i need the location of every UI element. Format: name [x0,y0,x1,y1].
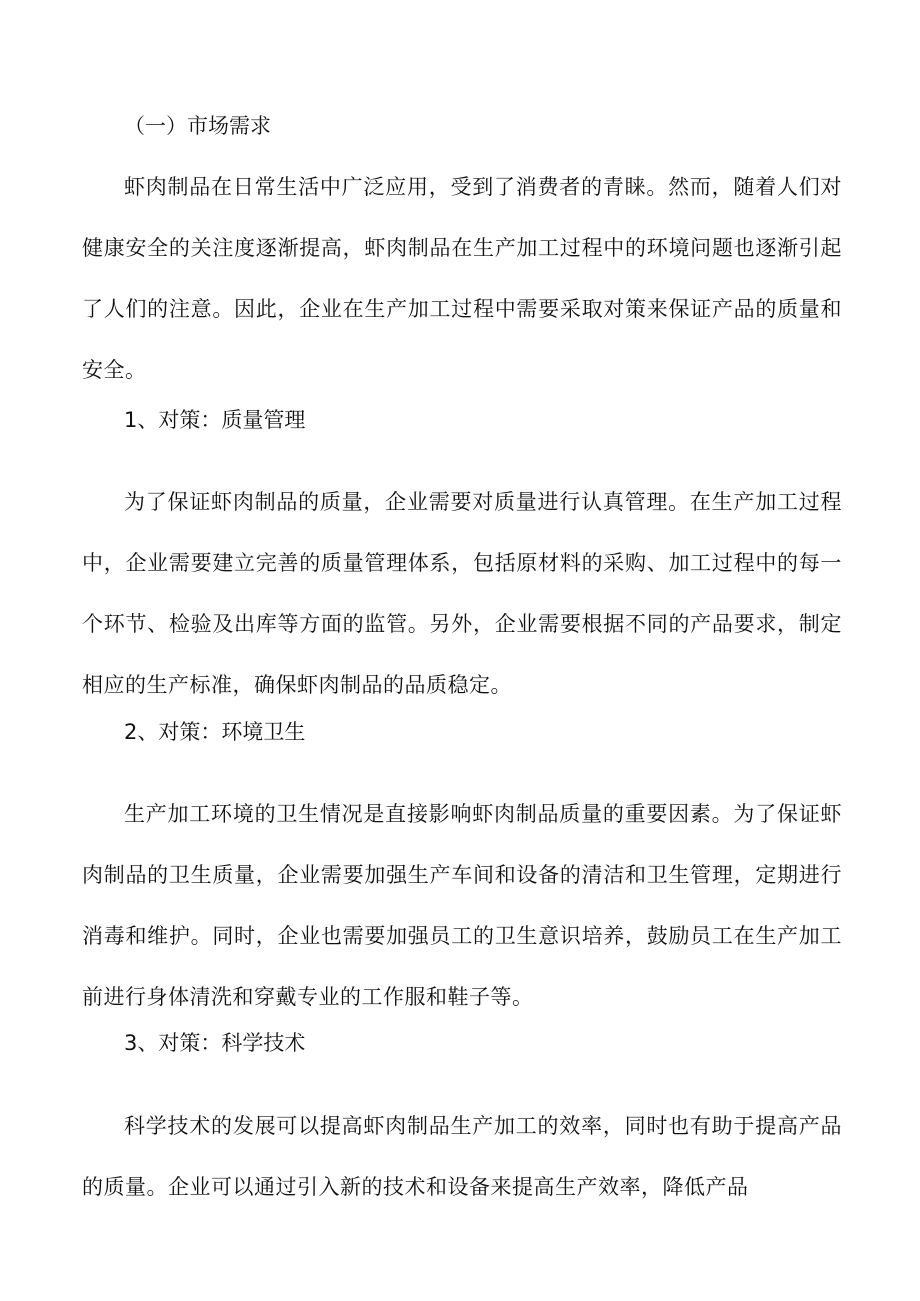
section-heading-environmental-hygiene: 2、对策：环境卫生 [124,720,306,744]
paragraph-science-technology: 科学技术的发展可以提高虾肉制品生产加工的效率，同时也有助于提高产品的质量。企业可以通过引入新的技术和设备来提高生产效率，降低产品 [82,1114,842,1199]
paragraph-quality-management: 为了保证虾肉制品的质量，企业需要对质量进行认真管理。在生产加工过程中，企业需要建立完善的质量管理体系，包括原材料的采购、加工过程中的每一个环节、检验及出库等方面的监管。另外，企业需要根据不同的产品要求，制定相应的生产标准，确保虾肉制品的品质稳定。 [82,490,842,697]
section-heading-market-demand: （一）市场需求 [124,114,271,138]
paragraph-market-demand: 虾肉制品在日常生活中广泛应用，受到了消费者的青睐。然而，随着人们对健康安全的关注度逐渐提高，虾肉制品在生产加工过程中的环境问题也逐渐引起了人们的注意。因此，企业在生产加工过程中需要采取对策来保证产品的质量和安全。 [82,175,842,382]
paragraph-environmental-hygiene: 生产加工环境的卫生情况是直接影响虾肉制品质量的重要因素。为了保证虾肉制品的卫生质量，企业需要加强生产车间和设备的清洁和卫生管理，定期进行消毒和维护。同时，企业也需要加强员工的卫生意识培养，鼓励员工在生产加工前进行身体清洗和穿戴专业的工作服和鞋子等。 [82,802,842,1009]
section-heading-quality-management: 1、对策：质量管理 [124,408,306,432]
section-heading-science-technology: 3、对策：科学技术 [124,1031,306,1055]
